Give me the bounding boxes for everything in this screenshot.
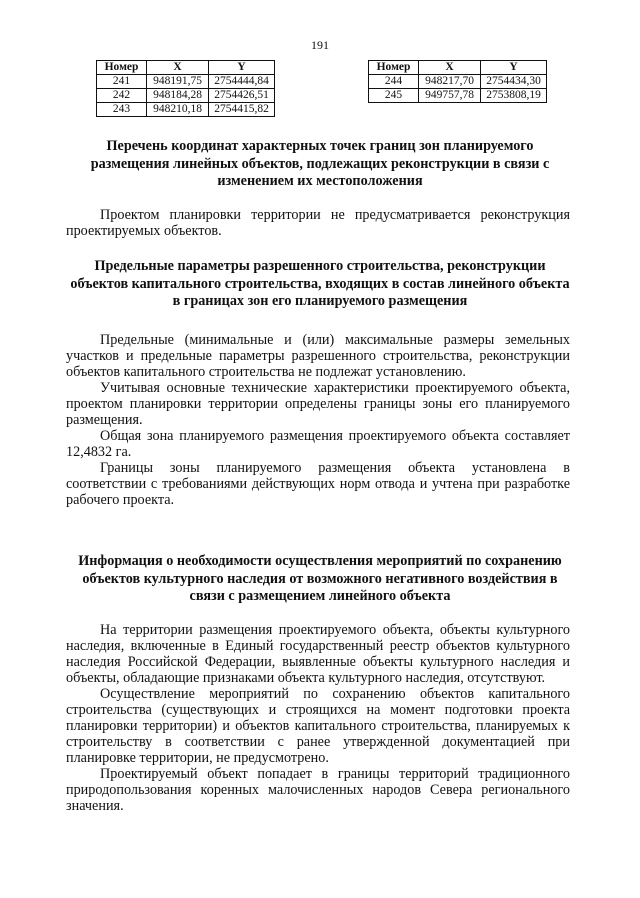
table-row: [97, 89, 275, 103]
table-header-row: [97, 61, 275, 75]
table-row: [369, 75, 547, 89]
paragraph: Границы зоны планируемого размещения объекта установлена в соответствии с требованиями действующих норм отвода и учтена при разработке рабочего проекта.: [66, 460, 570, 508]
section-body-coordinates: [66, 207, 570, 239]
paragraph: Общая зона планируемого размещения проектируемого объекта составляет 12,4832 га.: [66, 428, 570, 460]
point-number: 243: [97, 103, 147, 117]
column-header-x: X: [419, 61, 481, 75]
point-number: 245: [369, 89, 419, 103]
coordinates-table-right: [368, 60, 547, 103]
coordinate-y: 2754434,30: [481, 75, 547, 89]
coordinate-y: 2754426,51: [209, 89, 275, 103]
coordinates-table-left: [96, 60, 275, 117]
table-header-row: [369, 61, 547, 75]
section-body-cultural-heritage: [66, 622, 570, 814]
paragraph: Предельные (минимальные и (или) максимальные размеры земельных участков и предельные параметры разрешенного строительства, реконструкции объектов капитального строительства не подлежат установлению.: [66, 332, 570, 380]
coordinate-x: 948184,28: [147, 89, 209, 103]
point-number: 242: [97, 89, 147, 103]
coordinate-y: 2754415,82: [209, 103, 275, 117]
column-header-y: Y: [481, 61, 547, 75]
coordinate-y: 2754444,84: [209, 75, 275, 89]
column-header-number: Номер: [97, 61, 147, 75]
page-number: 191: [311, 38, 329, 52]
table-row: [97, 103, 275, 117]
section-heading-cultural-heritage: Информация о необходимости осуществления мероприятий по сохранению объектов культурного наследия от возможного негативного воздействия в связи с размещением линейного объекта: [78, 553, 562, 604]
section-body-construction-parameters: [66, 332, 570, 508]
paragraph: На территории размещения проектируемого объекта, объекты культурного наследия, включенные в Единый государственный реестр объектов культурного наследия Российской Федерации, выявленные объекты культурного наследия и объекты, обладающие признаками объекта культурного наследия, отсутствуют.: [66, 622, 570, 686]
paragraph: Осуществление мероприятий по сохранению объектов капитального строительства (существующих и строящихся на момент подготовки проекта планировки территории) и объектов капитального строительства, планируемых к строительству в соответствии с ранее утвержденной документацией при планировке территории, не предусмотрено.: [66, 686, 570, 766]
paragraph: Проектом планировки территории не предусматривается реконструкция проектируемых объектов.: [66, 207, 570, 239]
table-row: [369, 89, 547, 103]
column-header-number: Номер: [369, 61, 419, 75]
section-heading-coordinates: Перечень координат характерных точек границ зон планируемого размещения линейных объектов, подлежащих реконструкции в связи с изменением их местоположения: [90, 138, 550, 189]
coordinate-x: 949757,78: [419, 89, 481, 103]
coordinate-x: 948217,70: [419, 75, 481, 89]
section-heading-construction-parameters: Предельные параметры разрешенного строительства, реконструкции объектов капитального строительства, входящих в состав линейного объекта в границах зон его планируемого размещения: [70, 258, 570, 309]
coordinate-x: 948191,75: [147, 75, 209, 89]
column-header-y: Y: [209, 61, 275, 75]
coordinate-x: 948210,18: [147, 103, 209, 117]
table-row: [97, 75, 275, 89]
coordinate-y: 2753808,19: [481, 89, 547, 103]
column-header-x: X: [147, 61, 209, 75]
point-number: 244: [369, 75, 419, 89]
point-number: 241: [97, 75, 147, 89]
paragraph: Проектируемый объект попадает в границы территорий традиционного природопользования коренных малочисленных народов Севера регионального значения.: [66, 766, 570, 814]
paragraph: Учитывая основные технические характеристики проектируемого объекта, проектом планировки территории определены границы зоны его планируемого размещения.: [66, 380, 570, 428]
